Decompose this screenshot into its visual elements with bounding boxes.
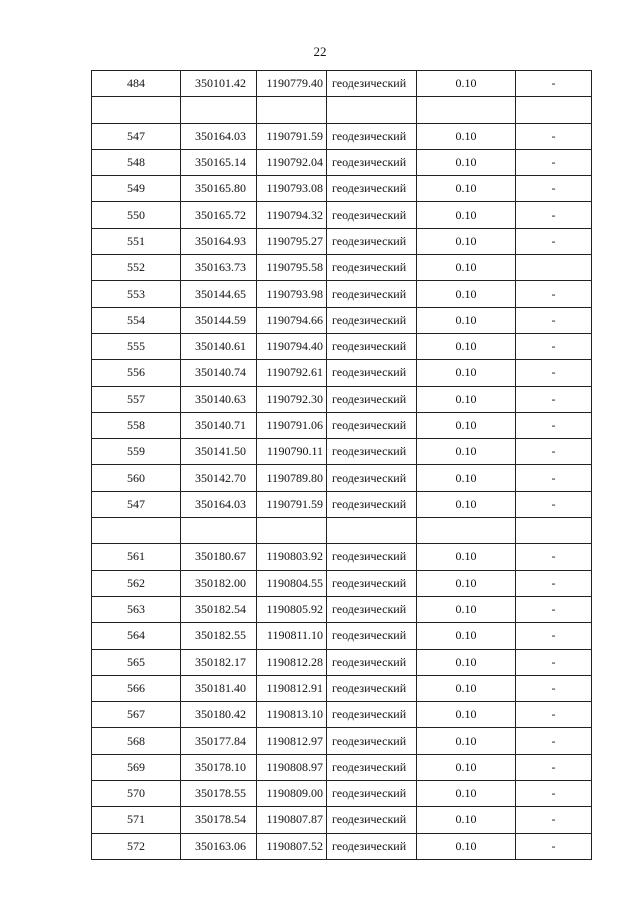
coordinate-y-cell: 1190804.55 [257,570,327,596]
accuracy-cell: 0.10 [417,649,516,675]
table-row [92,149,592,175]
coordinate-y-cell: 1190795.58 [257,255,327,281]
method-cell: геодезический [327,439,417,465]
point-number-cell: 562 [92,570,181,596]
coordinate-x-cell: 350140.61 [181,333,257,359]
table-row [92,623,592,649]
note-cell: - [516,360,592,386]
method-cell: геодезический [327,255,417,281]
coordinate-y-cell: 1190792.30 [257,386,327,412]
accuracy-cell: 0.10 [417,702,516,728]
method-cell: геодезический [327,176,417,202]
accuracy-cell: 0.10 [417,360,516,386]
note-cell: - [516,807,592,833]
coordinates-table [91,70,592,860]
coordinate-x-cell: 350144.65 [181,281,257,307]
accuracy-cell: 0.10 [417,123,516,149]
table-row [92,71,592,97]
note-cell: - [516,465,592,491]
coordinate-x-cell: 350141.50 [181,439,257,465]
point-number-cell: 563 [92,596,181,622]
note-cell: - [516,71,592,97]
note-cell: - [516,544,592,570]
accuracy-cell: 0.10 [417,202,516,228]
accuracy-cell: 0.10 [417,833,516,859]
note-cell: - [516,570,592,596]
method-cell: геодезический [327,675,417,701]
point-number-cell: 560 [92,465,181,491]
coordinate-y-cell: 1190812.91 [257,675,327,701]
method-cell: геодезический [327,544,417,570]
coordinate-y-cell: 1190807.87 [257,807,327,833]
coordinate-y-cell: 1190813.10 [257,702,327,728]
table-row [92,570,592,596]
coordinate-x-cell: 350101.42 [181,71,257,97]
method-cell: геодезический [327,754,417,780]
point-number-cell: 548 [92,149,181,175]
point-number-cell: 561 [92,544,181,570]
coordinate-x-cell: 350180.67 [181,544,257,570]
note-cell: - [516,596,592,622]
coordinate-x-cell: 350180.42 [181,702,257,728]
coordinate-y-cell: 1190809.00 [257,781,327,807]
method-cell: геодезический [327,781,417,807]
table-row [92,596,592,622]
method-cell: геодезический [327,465,417,491]
accuracy-cell: 0.10 [417,465,516,491]
note-cell: - [516,833,592,859]
table-row [92,412,592,438]
accuracy-cell: 0.10 [417,255,516,281]
accuracy-cell: 0.10 [417,71,516,97]
table-row [92,202,592,228]
coordinate-y-cell: 1190794.40 [257,333,327,359]
method-cell: геодезический [327,596,417,622]
coordinate-y-cell: 1190793.08 [257,176,327,202]
point-number-cell: 547 [92,123,181,149]
note-cell: - [516,123,592,149]
method-cell: геодезический [327,333,417,359]
accuracy-cell: 0.10 [417,807,516,833]
note-cell: - [516,623,592,649]
point-number-cell: 554 [92,307,181,333]
coordinate-y-cell: 1190807.52 [257,833,327,859]
table-row [92,544,592,570]
coordinate-y-cell: 1190812.28 [257,649,327,675]
coordinate-y-cell: 1190794.66 [257,307,327,333]
note-cell: - [516,728,592,754]
note-cell [516,518,592,544]
table-row [92,754,592,780]
coordinate-y-cell: 1190811.10 [257,623,327,649]
note-cell [516,97,592,123]
table-row [92,123,592,149]
point-number-cell: 559 [92,439,181,465]
method-cell: геодезический [327,360,417,386]
method-cell: геодезический [327,149,417,175]
accuracy-cell: 0.10 [417,728,516,754]
method-cell: геодезический [327,307,417,333]
table-row [92,97,592,123]
coordinate-x-cell: 350142.70 [181,465,257,491]
note-cell: - [516,386,592,412]
point-number-cell: 557 [92,386,181,412]
method-cell: геодезический [327,649,417,675]
coordinate-y-cell: 1190791.06 [257,412,327,438]
note-cell: - [516,281,592,307]
method-cell: геодезический [327,412,417,438]
note-cell: - [516,149,592,175]
coordinate-x-cell [181,518,257,544]
coordinate-y-cell: 1190808.97 [257,754,327,780]
coordinate-y-cell: 1190792.61 [257,360,327,386]
table-row [92,728,592,754]
accuracy-cell: 0.10 [417,281,516,307]
method-cell: геодезический [327,833,417,859]
accuracy-cell: 0.10 [417,570,516,596]
point-number-cell: 547 [92,491,181,517]
table-row [92,255,592,281]
accuracy-cell: 0.10 [417,675,516,701]
point-number-cell [92,518,181,544]
point-number-cell: 566 [92,675,181,701]
coordinate-x-cell: 350181.40 [181,675,257,701]
point-number-cell: 550 [92,202,181,228]
table-row [92,781,592,807]
point-number-cell [92,97,181,123]
method-cell: геодезический [327,570,417,596]
method-cell: геодезический [327,623,417,649]
coordinate-x-cell: 350164.03 [181,491,257,517]
table-row [92,360,592,386]
method-cell: геодезический [327,491,417,517]
coordinate-x-cell: 350164.93 [181,228,257,254]
table-row [92,333,592,359]
method-cell: геодезический [327,281,417,307]
coordinate-x-cell: 350177.84 [181,728,257,754]
table-row [92,675,592,701]
note-cell: - [516,781,592,807]
point-number-cell: 553 [92,281,181,307]
accuracy-cell: 0.10 [417,176,516,202]
coordinate-y-cell: 1190791.59 [257,491,327,517]
coordinate-y-cell: 1190790.11 [257,439,327,465]
accuracy-cell: 0.10 [417,491,516,517]
table-row [92,702,592,728]
note-cell: - [516,333,592,359]
coordinate-y-cell: 1190794.32 [257,202,327,228]
method-cell: геодезический [327,71,417,97]
point-number-cell: 484 [92,71,181,97]
method-cell [327,97,417,123]
note-cell: - [516,702,592,728]
accuracy-cell: 0.10 [417,333,516,359]
point-number-cell: 558 [92,412,181,438]
accuracy-cell [417,97,516,123]
table-row [92,491,592,517]
table-row [92,439,592,465]
accuracy-cell: 0.10 [417,623,516,649]
coordinate-x-cell: 350182.55 [181,623,257,649]
method-cell: геодезический [327,728,417,754]
coordinate-x-cell: 350140.71 [181,412,257,438]
method-cell: геодезический [327,123,417,149]
point-number-cell: 556 [92,360,181,386]
note-cell: - [516,675,592,701]
coordinate-y-cell: 1190792.04 [257,149,327,175]
table-row [92,518,592,544]
coordinate-x-cell: 350178.55 [181,781,257,807]
coordinate-y-cell: 1190779.40 [257,71,327,97]
note-cell: - [516,202,592,228]
page-number: 22 [313,44,327,59]
point-number-cell: 570 [92,781,181,807]
coordinate-x-cell [181,97,257,123]
accuracy-cell: 0.10 [417,386,516,412]
table-row [92,281,592,307]
note-cell: - [516,412,592,438]
coordinate-x-cell: 350182.54 [181,596,257,622]
note-cell: - [516,228,592,254]
point-number-cell: 568 [92,728,181,754]
note-cell: - [516,754,592,780]
note-cell: - [516,649,592,675]
coordinate-x-cell: 350165.14 [181,149,257,175]
coordinate-y-cell: 1190805.92 [257,596,327,622]
method-cell: геодезический [327,386,417,412]
point-number-cell: 549 [92,176,181,202]
accuracy-cell: 0.10 [417,149,516,175]
note-cell: - [516,491,592,517]
table-row [92,833,592,859]
accuracy-cell: 0.10 [417,596,516,622]
coordinate-y-cell [257,518,327,544]
coordinate-x-cell: 350163.73 [181,255,257,281]
note-cell: - [516,439,592,465]
table-row [92,176,592,202]
note-cell [516,255,592,281]
accuracy-cell: 0.10 [417,781,516,807]
coordinate-x-cell: 350178.54 [181,807,257,833]
coordinates-table-body [92,71,592,860]
table-row [92,807,592,833]
accuracy-cell: 0.10 [417,754,516,780]
point-number-cell: 569 [92,754,181,780]
table-row [92,307,592,333]
point-number-cell: 555 [92,333,181,359]
accuracy-cell [417,518,516,544]
coordinate-x-cell: 350144.59 [181,307,257,333]
accuracy-cell: 0.10 [417,228,516,254]
coordinate-y-cell: 1190789.80 [257,465,327,491]
coordinate-x-cell: 350178.10 [181,754,257,780]
point-number-cell: 565 [92,649,181,675]
point-number-cell: 564 [92,623,181,649]
method-cell: геодезический [327,202,417,228]
coordinate-y-cell [257,97,327,123]
method-cell: геодезический [327,228,417,254]
coordinate-y-cell: 1190803.92 [257,544,327,570]
table-row [92,228,592,254]
coordinate-x-cell: 350182.17 [181,649,257,675]
method-cell: геодезический [327,702,417,728]
table-row [92,649,592,675]
accuracy-cell: 0.10 [417,307,516,333]
coordinate-x-cell: 350164.03 [181,123,257,149]
note-cell: - [516,176,592,202]
coordinate-x-cell: 350140.63 [181,386,257,412]
point-number-cell: 571 [92,807,181,833]
accuracy-cell: 0.10 [417,544,516,570]
coordinate-x-cell: 350163.06 [181,833,257,859]
accuracy-cell: 0.10 [417,412,516,438]
coordinate-y-cell: 1190812.97 [257,728,327,754]
coordinate-x-cell: 350182.00 [181,570,257,596]
accuracy-cell: 0.10 [417,439,516,465]
coordinate-y-cell: 1190791.59 [257,123,327,149]
coordinate-y-cell: 1190793.98 [257,281,327,307]
note-cell: - [516,307,592,333]
point-number-cell: 551 [92,228,181,254]
coordinate-x-cell: 350165.72 [181,202,257,228]
point-number-cell: 552 [92,255,181,281]
coordinate-x-cell: 350165.80 [181,176,257,202]
method-cell [327,518,417,544]
point-number-cell: 572 [92,833,181,859]
table-row [92,465,592,491]
coordinate-y-cell: 1190795.27 [257,228,327,254]
point-number-cell: 567 [92,702,181,728]
method-cell: геодезический [327,807,417,833]
coordinate-x-cell: 350140.74 [181,360,257,386]
table-row [92,386,592,412]
